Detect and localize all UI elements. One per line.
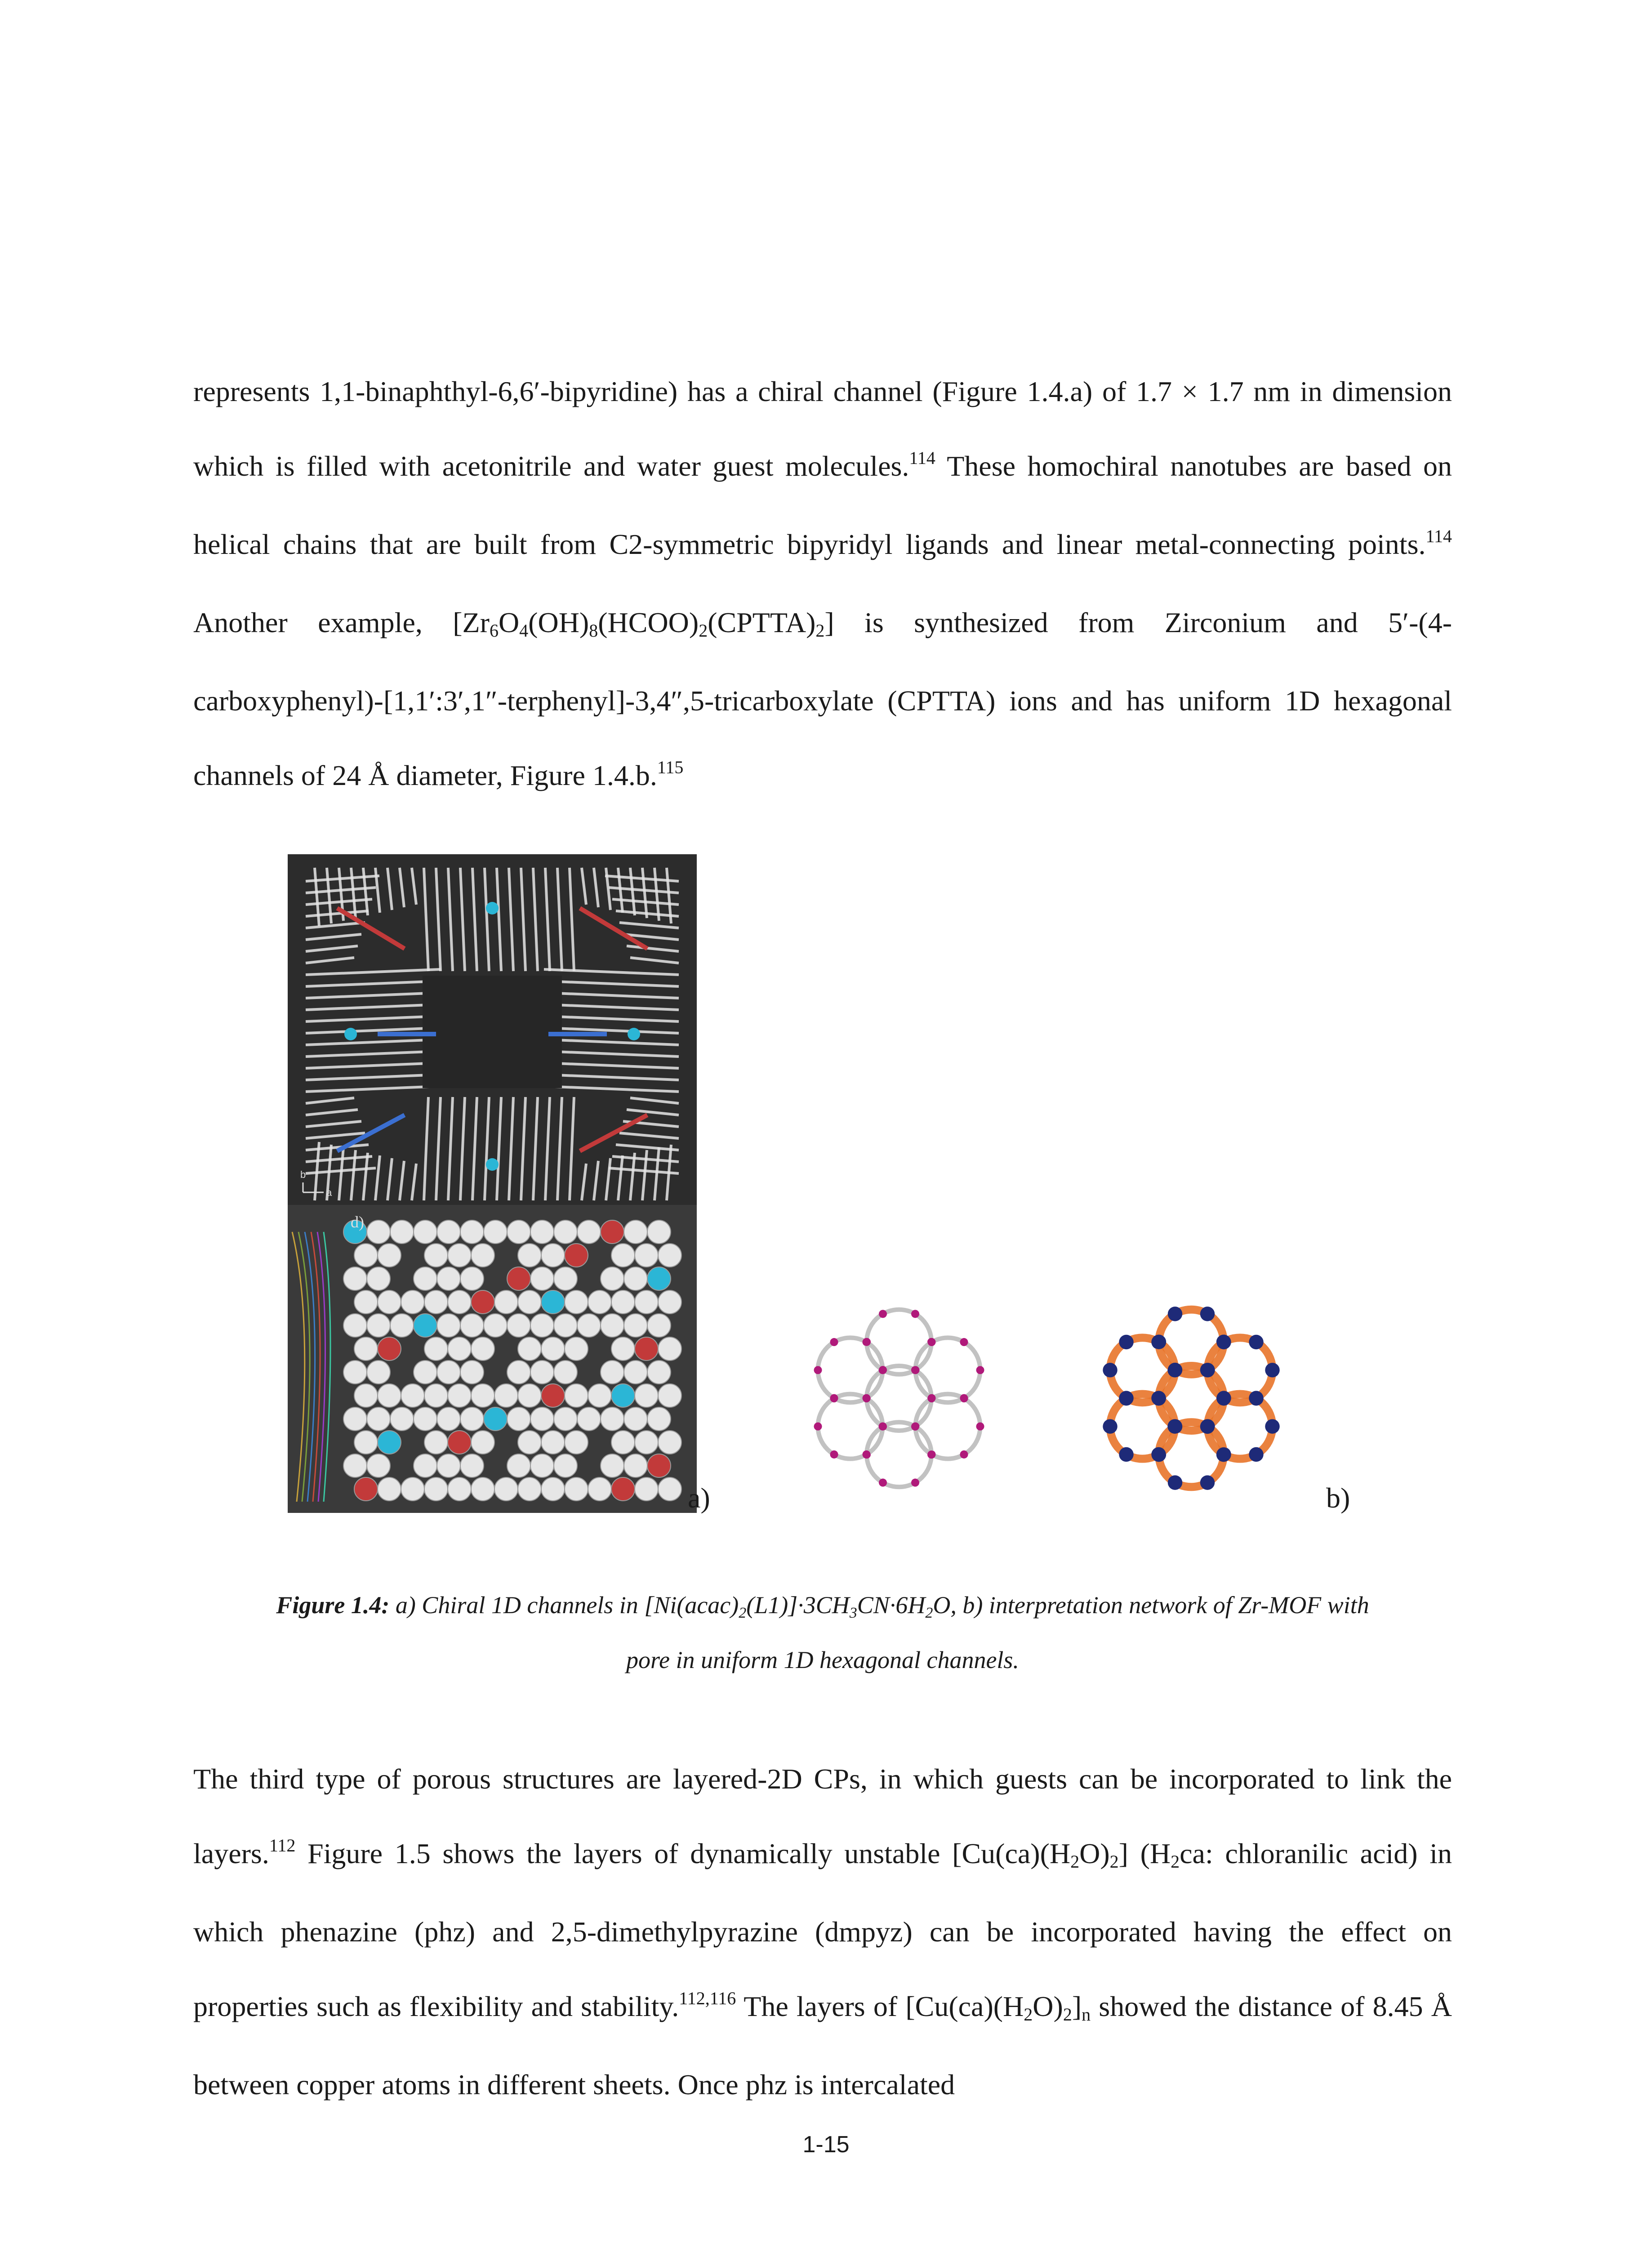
subscript: 2 bbox=[815, 620, 825, 641]
space-filling-atom bbox=[343, 1407, 367, 1431]
space-filling-atom bbox=[414, 1454, 437, 1477]
space-filling-atom bbox=[507, 1454, 530, 1477]
space-filling-atom bbox=[565, 1384, 588, 1407]
space-filling-atom bbox=[624, 1407, 647, 1431]
network-node bbox=[1119, 1447, 1133, 1462]
space-filling-atom bbox=[367, 1360, 390, 1384]
space-filling-atom bbox=[494, 1290, 518, 1314]
space-filling-atom bbox=[635, 1244, 658, 1267]
space-filling-atom bbox=[494, 1477, 518, 1501]
space-filling-atom bbox=[624, 1454, 647, 1477]
subscript: 2 bbox=[1063, 2004, 1072, 2025]
axis-label-a: a bbox=[326, 1187, 332, 1198]
space-filling-atom bbox=[414, 1360, 437, 1384]
space-filling-atom bbox=[414, 1267, 437, 1290]
space-filling-atom bbox=[635, 1290, 658, 1314]
space-filling-atom bbox=[378, 1244, 401, 1267]
metal-node bbox=[486, 902, 499, 914]
subscript: 2 bbox=[925, 1605, 933, 1621]
space-filling-atom bbox=[541, 1290, 565, 1314]
hexagonal-network-orange bbox=[1047, 1295, 1335, 1502]
network-node bbox=[1168, 1363, 1182, 1377]
space-filling-atom bbox=[601, 1407, 624, 1431]
space-filling-atom bbox=[530, 1267, 554, 1290]
network-node bbox=[1200, 1419, 1215, 1434]
space-filling-atom bbox=[601, 1314, 624, 1337]
axis-label-b: b bbox=[300, 1169, 306, 1180]
space-filling-atom bbox=[530, 1407, 554, 1431]
network-node bbox=[1265, 1363, 1279, 1377]
subscript: 2 bbox=[739, 1605, 747, 1621]
space-filling-atom bbox=[518, 1431, 541, 1454]
space-filling-atom bbox=[424, 1244, 448, 1267]
space-filling-atom bbox=[565, 1431, 588, 1454]
space-filling-atom bbox=[390, 1220, 414, 1244]
space-filling-atom bbox=[588, 1384, 611, 1407]
space-filling-atom bbox=[354, 1290, 378, 1314]
figure-caption bbox=[193, 1577, 1452, 1637]
network-node bbox=[830, 1338, 838, 1346]
space-filling-atom bbox=[611, 1290, 635, 1314]
network-node bbox=[830, 1450, 838, 1459]
space-filling-atom bbox=[448, 1477, 471, 1501]
space-filling-atom bbox=[518, 1477, 541, 1501]
network-node bbox=[1151, 1391, 1166, 1405]
space-filling-atom bbox=[518, 1337, 541, 1360]
panel-label-b: b) bbox=[1326, 1482, 1350, 1514]
space-filling-atom bbox=[367, 1267, 390, 1290]
text-run: The layers of [Cu(ca)(H bbox=[736, 1990, 1024, 2022]
network-node bbox=[863, 1338, 871, 1346]
subscript: 2 bbox=[1171, 1851, 1180, 1872]
space-filling-atom bbox=[611, 1477, 635, 1501]
network-node bbox=[1216, 1447, 1231, 1462]
space-filling-atom bbox=[390, 1314, 414, 1337]
network-node bbox=[911, 1423, 919, 1431]
network-node bbox=[911, 1310, 919, 1318]
space-filling-atom bbox=[424, 1431, 448, 1454]
space-filling-atom bbox=[448, 1337, 471, 1360]
space-filling-atom bbox=[448, 1290, 471, 1314]
space-filling-atom bbox=[471, 1244, 494, 1267]
space-filling-atom bbox=[518, 1384, 541, 1407]
figure-label: Figure 1.4: bbox=[276, 1592, 390, 1619]
text-run: These homochiral nanotubes are based on helical chains that are built from C2-symmetric bipyridyl ligands and linear metal-connecting points. bbox=[193, 450, 1452, 560]
subscript: 2 bbox=[699, 620, 708, 641]
subscript: 2 bbox=[1070, 1851, 1080, 1872]
citation: 115 bbox=[657, 757, 684, 777]
figure-panel-b-left bbox=[755, 1295, 1043, 1502]
panel-label-a: a) bbox=[688, 1482, 710, 1514]
subscript: 6 bbox=[489, 620, 499, 641]
text-run: ] bbox=[1072, 1990, 1082, 2022]
channel-void bbox=[423, 976, 562, 1088]
network-node bbox=[863, 1450, 871, 1459]
citation: 114 bbox=[1425, 526, 1452, 546]
network-node bbox=[1200, 1475, 1215, 1490]
space-filling-atom bbox=[494, 1384, 518, 1407]
network-node bbox=[911, 1479, 919, 1487]
space-filling-atom bbox=[354, 1244, 378, 1267]
network-node bbox=[830, 1394, 838, 1402]
space-filling-atom bbox=[367, 1314, 390, 1337]
network-node bbox=[927, 1450, 935, 1459]
space-filling-atom bbox=[367, 1220, 390, 1244]
space-filling-atom bbox=[635, 1384, 658, 1407]
metal-node bbox=[628, 1028, 640, 1040]
space-filling-atom bbox=[530, 1314, 554, 1337]
space-filling-atom bbox=[635, 1477, 658, 1501]
subscript: 3 bbox=[849, 1605, 857, 1621]
space-filling-atom bbox=[518, 1244, 541, 1267]
space-filling-atom bbox=[401, 1384, 424, 1407]
space-filling-atom bbox=[588, 1477, 611, 1501]
text-run: a) Chiral 1D channels in [Ni(acac) bbox=[389, 1592, 739, 1619]
network-node bbox=[927, 1338, 935, 1346]
space-filling-atom bbox=[647, 1454, 671, 1477]
citation: 112 bbox=[269, 1835, 296, 1855]
network-node bbox=[814, 1366, 822, 1374]
citation: 112,116 bbox=[679, 1988, 736, 2008]
space-filling-atom bbox=[507, 1220, 530, 1244]
subscript: 2 bbox=[1109, 1851, 1119, 1872]
text-run: Another example, [Zr bbox=[193, 607, 490, 638]
space-filling-atom bbox=[437, 1314, 460, 1337]
space-filling-atom bbox=[588, 1290, 611, 1314]
space-filling-atom bbox=[624, 1220, 647, 1244]
space-filling-atom bbox=[601, 1360, 624, 1384]
space-filling-atom bbox=[390, 1407, 414, 1431]
text-run: ca: chloranilic acid) in which phenazine (phz) and 2,5-dimethylpyrazine (dmpyz) can be incorporated having the effect on properties such as flexibility and stability. bbox=[193, 1838, 1452, 2022]
space-filling-atom bbox=[507, 1407, 530, 1431]
space-filling-atom bbox=[437, 1267, 460, 1290]
network-node bbox=[1249, 1447, 1263, 1462]
space-filling-atom bbox=[437, 1360, 460, 1384]
space-filling-atom bbox=[658, 1384, 681, 1407]
space-filling-atom bbox=[460, 1407, 484, 1431]
subscript: 4 bbox=[519, 620, 529, 641]
network-node bbox=[879, 1479, 887, 1487]
text-run: CN·6H bbox=[857, 1592, 926, 1619]
space-filling-atom bbox=[658, 1244, 681, 1267]
space-filling-atom bbox=[601, 1454, 624, 1477]
space-filling-atom bbox=[343, 1454, 367, 1477]
space-filling-atom bbox=[658, 1477, 681, 1501]
space-filling-atom bbox=[437, 1220, 460, 1244]
space-filling-atom bbox=[437, 1454, 460, 1477]
space-filling-atom bbox=[658, 1431, 681, 1454]
network-node bbox=[1200, 1307, 1215, 1321]
space-filling-atom bbox=[471, 1384, 494, 1407]
space-filling-atom bbox=[601, 1220, 624, 1244]
space-filling-atom bbox=[484, 1314, 507, 1337]
space-filling-atom bbox=[507, 1314, 530, 1337]
space-filling-atom bbox=[611, 1337, 635, 1360]
metal-node bbox=[486, 1158, 499, 1171]
metal-node bbox=[344, 1028, 357, 1040]
space-filling-atom bbox=[611, 1244, 635, 1267]
space-filling-atom bbox=[401, 1290, 424, 1314]
space-filling-atom bbox=[378, 1431, 401, 1454]
network-node bbox=[879, 1366, 887, 1374]
space-filling-atom bbox=[354, 1431, 378, 1454]
space-filling-atom bbox=[378, 1384, 401, 1407]
mof-channel-illustration bbox=[288, 854, 697, 1513]
space-filling-atom bbox=[565, 1244, 588, 1267]
space-filling-atom bbox=[471, 1477, 494, 1501]
space-filling-atom bbox=[577, 1314, 601, 1337]
text-run: ] (H bbox=[1118, 1838, 1171, 1869]
network-node bbox=[960, 1450, 968, 1459]
network-node bbox=[1167, 1419, 1182, 1433]
network-node bbox=[1200, 1363, 1215, 1377]
space-filling-atom bbox=[565, 1337, 588, 1360]
space-filling-atom bbox=[424, 1384, 448, 1407]
subscript: 8 bbox=[589, 620, 598, 641]
space-filling-atom bbox=[658, 1337, 681, 1360]
hexagonal-network-magenta bbox=[755, 1295, 1043, 1502]
space-filling-atom bbox=[471, 1337, 494, 1360]
network-node bbox=[879, 1310, 887, 1318]
space-filling-atom bbox=[647, 1220, 671, 1244]
space-filling-atom bbox=[424, 1477, 448, 1501]
space-filling-atom bbox=[401, 1477, 424, 1501]
panel-d-label: d) bbox=[351, 1213, 364, 1231]
space-filling-atom bbox=[507, 1267, 530, 1290]
figure-panel-a bbox=[288, 854, 697, 1513]
subscript: n bbox=[1082, 2004, 1091, 2025]
text-run: O, b) interpretation network of Zr-MOF with bbox=[933, 1592, 1369, 1619]
space-filling-atom bbox=[647, 1360, 671, 1384]
space-filling-atom bbox=[577, 1220, 601, 1244]
space-filling-atom bbox=[471, 1290, 494, 1314]
text-run: (CPTTA) bbox=[708, 607, 816, 638]
space-filling-atom bbox=[611, 1431, 635, 1454]
space-filling-atom bbox=[541, 1431, 565, 1454]
space-filling-atom bbox=[541, 1384, 565, 1407]
space-filling-atom bbox=[554, 1454, 577, 1477]
network-node bbox=[1103, 1419, 1117, 1433]
network-node bbox=[1168, 1307, 1182, 1321]
network-node bbox=[879, 1423, 887, 1431]
network-node bbox=[1168, 1475, 1182, 1490]
space-filling-atom bbox=[554, 1220, 577, 1244]
space-filling-atom bbox=[378, 1477, 401, 1501]
space-filling-atom bbox=[460, 1220, 484, 1244]
space-filling-atom bbox=[343, 1314, 367, 1337]
text-run: (L1)]·3CH bbox=[746, 1592, 850, 1619]
space-filling-atom bbox=[530, 1454, 554, 1477]
space-filling-atom bbox=[424, 1290, 448, 1314]
text-run: represents 1,1-binaphthyl-6,6′-bipyridine) has a chiral channel (Figure 1.4.a) of 1.7 × 1.7 nm in dimension which is filled with acetonitrile and water guest molecules. bbox=[193, 375, 1452, 482]
space-filling-atom bbox=[354, 1337, 378, 1360]
space-filling-atom bbox=[635, 1337, 658, 1360]
space-filling-atom bbox=[367, 1407, 390, 1431]
space-filling-atom bbox=[554, 1360, 577, 1384]
space-filling-atom bbox=[448, 1244, 471, 1267]
space-filling-atom bbox=[460, 1360, 484, 1384]
space-filling-atom bbox=[601, 1267, 624, 1290]
network-node bbox=[927, 1394, 935, 1402]
network-node bbox=[976, 1366, 984, 1374]
text-run: Figure 1.5 shows the layers of dynamically unstable [Cu(ca)(H bbox=[295, 1838, 1071, 1869]
network-node bbox=[1216, 1335, 1231, 1349]
space-filling-atom bbox=[367, 1454, 390, 1477]
page-number: 1-15 bbox=[802, 2132, 850, 2158]
space-filling-atom bbox=[484, 1220, 507, 1244]
network-node bbox=[1119, 1335, 1133, 1349]
space-filling-atom bbox=[647, 1267, 671, 1290]
space-filling-atom bbox=[414, 1220, 437, 1244]
figure-panel-b-right bbox=[1047, 1295, 1335, 1502]
network-node bbox=[1249, 1335, 1263, 1349]
space-filling-atom bbox=[378, 1337, 401, 1360]
space-filling-atom bbox=[518, 1290, 541, 1314]
space-filling-atom bbox=[448, 1384, 471, 1407]
space-filling-atom bbox=[471, 1431, 494, 1454]
network-node bbox=[960, 1338, 968, 1346]
space-filling-atom bbox=[647, 1407, 671, 1431]
body-paragraph-1 bbox=[193, 354, 1452, 816]
text-run: (HCOO) bbox=[598, 607, 699, 638]
figure-caption-line-2: pore in uniform 1D hexagonal channels. bbox=[626, 1646, 1019, 1673]
space-filling-atom bbox=[635, 1431, 658, 1454]
space-filling-atom bbox=[565, 1290, 588, 1314]
space-filling-atom bbox=[448, 1431, 471, 1454]
text-run: The third type of porous structures are layered-2D CPs, in which guests can be incorporated to link the layers. bbox=[193, 1763, 1452, 1869]
space-filling-atom bbox=[343, 1360, 367, 1384]
space-filling-atom bbox=[554, 1267, 577, 1290]
space-filling-atom bbox=[611, 1384, 635, 1407]
space-filling-atom bbox=[554, 1407, 577, 1431]
space-filling-atom bbox=[460, 1454, 484, 1477]
space-filling-atom bbox=[541, 1337, 565, 1360]
space-filling-atom bbox=[343, 1267, 367, 1290]
text-run: ] is synthesized from Zirconium and 5′-(4-carboxyphenyl)-[1,1′:3′,1″-terphenyl]-3,4″,5-tricarboxylate (CPTTA) ions and has uniform 1D hexagonal channels of 24 Å diameter, Figure 1.4.b. bbox=[193, 607, 1452, 791]
space-filling-atom bbox=[541, 1244, 565, 1267]
space-filling-atom bbox=[507, 1360, 530, 1384]
space-filling-atom bbox=[414, 1407, 437, 1431]
text-run: (OH) bbox=[528, 607, 589, 638]
network-node bbox=[1152, 1335, 1166, 1349]
network-node bbox=[1216, 1391, 1231, 1405]
space-filling-atom bbox=[424, 1337, 448, 1360]
space-filling-atom bbox=[577, 1407, 601, 1431]
space-filling-atom bbox=[484, 1407, 507, 1431]
network-node bbox=[1119, 1391, 1133, 1405]
body-paragraph-2 bbox=[193, 1742, 1452, 2122]
subscript: 2 bbox=[1024, 2004, 1033, 2025]
space-filling-atom bbox=[460, 1267, 484, 1290]
network-node bbox=[863, 1394, 871, 1402]
network-node bbox=[1249, 1391, 1263, 1405]
space-filling-atom bbox=[414, 1314, 437, 1337]
space-filling-atom bbox=[554, 1314, 577, 1337]
network-node bbox=[1265, 1419, 1279, 1433]
space-filling-atom bbox=[378, 1290, 401, 1314]
citation: 114 bbox=[909, 448, 935, 468]
text-run: O) bbox=[1033, 1990, 1063, 2022]
text-run: showed the distance of 8.45 Å between copper atoms in different sheets. Once phz is intercalated bbox=[193, 1990, 1452, 2101]
space-filling-atom bbox=[647, 1314, 671, 1337]
network-node bbox=[911, 1366, 919, 1374]
space-filling-atom bbox=[624, 1314, 647, 1337]
space-filling-atom bbox=[530, 1360, 554, 1384]
space-filling-atom bbox=[541, 1477, 565, 1501]
network-node bbox=[976, 1423, 984, 1431]
space-filling-atom bbox=[565, 1477, 588, 1501]
space-filling-atom bbox=[624, 1360, 647, 1384]
space-filling-atom bbox=[354, 1477, 378, 1501]
space-filling-atom bbox=[658, 1290, 681, 1314]
network-node bbox=[814, 1423, 822, 1431]
space-filling-atom bbox=[624, 1267, 647, 1290]
space-filling-atom bbox=[354, 1384, 378, 1407]
network-node bbox=[960, 1394, 968, 1402]
space-filling-atom bbox=[437, 1407, 460, 1431]
network-node bbox=[1151, 1447, 1166, 1462]
space-filling-atom bbox=[460, 1314, 484, 1337]
text-run: O bbox=[498, 607, 520, 638]
network-node bbox=[1103, 1363, 1117, 1377]
text-run: O) bbox=[1079, 1838, 1110, 1869]
space-filling-atom bbox=[530, 1220, 554, 1244]
